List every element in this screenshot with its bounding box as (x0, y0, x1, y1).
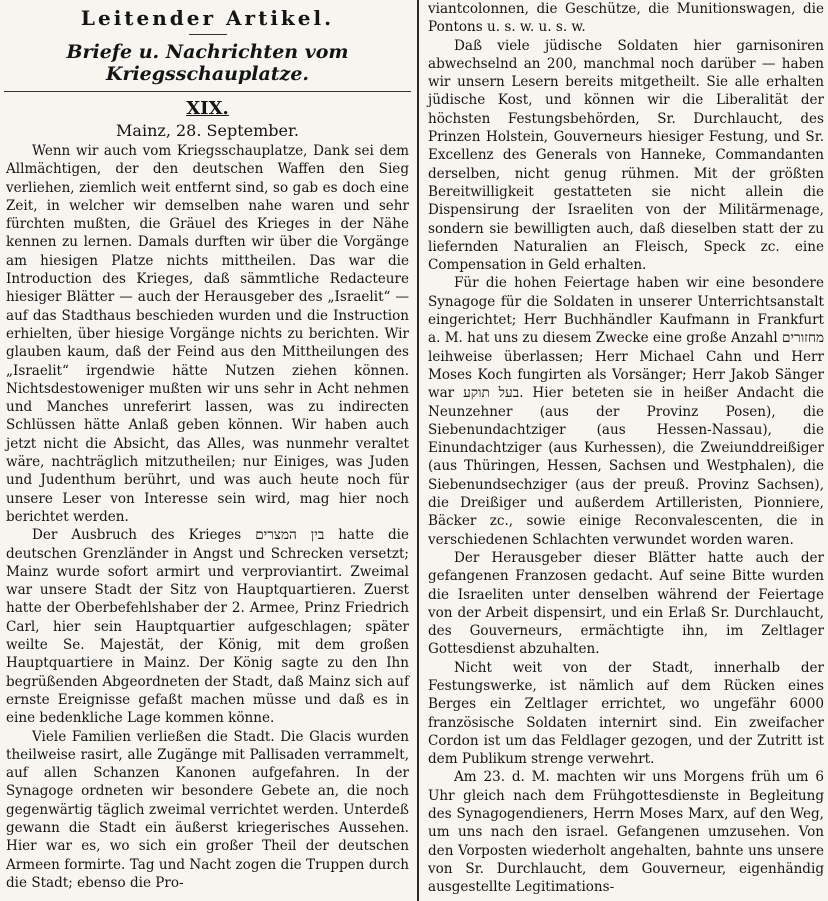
article-title: Briefe u. Nachrichten vom Kriegsschauplatze. (66, 41, 349, 85)
paragraph-continued: viantcolonnen, die Geschütze, die Munitionswagen, die Pontons u. s. w. u. s. w. (428, 1, 824, 36)
paragraph: Der Herausgeber dieser Blätter hatte auch der gefangenen Franzosen gedacht. Auf seine Bitte wurden die Israeliten unter denselben während der Feiertage von der Arbeit dispensirt, und ein Erlaß Sr. Durchlaucht, des Gouverneurs, ermächtigte ihn, im Zeltlager Gottesdienst abzuhalten. (428, 549, 824, 658)
paragraph: Am 23. d. M. machten wir uns Morgens früh um 6 Uhr gleich nach dem Frühgottesdienste in Begleitung des Synagogendieners, Herrn Moses Marx, auf den Weg, um uns nach den israel. Gefangenen umzusehen. Von den Vorposten wiederholt angehalten, bahnte uns unsere von Sr. Durchlaucht, dem Gouverneur, eigenhändig ausgestellte Legitimations- (428, 769, 824, 896)
paragraph: Nicht weit von der Stadt, innerhalb der Festungswerke, ist nämlich auf dem Rücken eines Berges ein Zeltlager errichtet, wo ungefähr 6000 französische Soldaten internirt sind. Ein zweifacher Cordon ist um das Feldlager gezogen, und der Zutritt ist dem Publikum strenge verwehrt. (428, 659, 824, 768)
paragraph: Der Ausbruch des Krieges בין המצרים hatte die deutschen Grenzländer in Angst und Schrecken versetzt; Mainz wurde sofort armirt und verproviantirt. Zweimal war unsere Stadt der Sitz von Hauptquartieren. Zuerst hatte der Oberbefehlshaber der 2. Armee, Prinz Friedrich Carl, hier sein Hauptquartier aufgeschlagen; später weilte Se. Majestät, der König, mit dem großen Hauptquartiere in Mainz. Der König sagte zu den Ihn begrüßenden Abgeordneten der Stadt, daß Mainz sich auf ernste Ereignisse gefaßt machen müsse und daß es in eine bedenkliche Lage kommen könne. (6, 527, 410, 727)
paragraph: Wenn wir auch vom Kriegsschauplatze, Dank sei dem Allmächtigen, der den deutschen Waffen den Sieg verliehen, ziemlich weit entfernt sind, so gab es doch eine Zeit, in welcher wir demselben nahe waren und sehr fürchten mußten, die Gräuel des Krieges in der Nähe kennen zu lernen. Damals durften wir über die Vorgänge am hiesigen Platze nichts mittheilen. Das war die Introduction des Krieges, daß sämmtliche Redacteure hiesiger Blätter — auch der Herausgeber des „Israelit“ — auf das Stadthaus beschieden wurden und die Instruction erhielten, über hiesige Vorgänge nichts zu berichten. Wir glauben kaum, daß der Feind aus den Mittheilungen des „Israelit“ irgendwie hätte Nutzen ziehen können. Nichtsdestoweniger mußten wir uns sehr in Acht nehmen und Manches unreferirt lassen, was zu indirecten Schlüssen hätte Anlaß geben können. Wir haben auch jetzt nicht die Absicht, das Alles, was nunmehr veraltet wäre, nachträglich mitzutheilen; nur Einiges, was Juden und Judenthum berührt, und was auch heute noch für unsere Leser von Interesse sein wird, mag hier noch berichtet werden. (6, 143, 409, 525)
title-divider (4, 91, 411, 92)
section-heading: Leitender Artikel. (80, 6, 335, 30)
left-column (0, 0, 415, 892)
paragraph: Für die hohen Feiertage haben wir eine besondere Synagoge für die Soldaten in unserer Unterrichtsanstalt eingerichtet; Herr Buchhändler Kaufmann in Frankfurt a. M. hat uns zu diesem Zwecke eine große Anzahl מחזורים leihweise überlassen; Herr Michael Cahn und Herr Moses Koch fungirten als Vorsänger; Herr Jakob Sänger war בעל תוקע. Hier beteten sie in heißer Andacht die Neunzehner (aus der Provinz Posen), die Siebenundachtziger (aus Hessen-Nassau), die Einundachtziger (aus Kurhessen), die Zweiunddreißiger (aus Thüringen, Hessen, Sachsen und Westphalen), die Siebenundsechziger (aus der preuß. Provinz Sachsen), die Dreißiger und außerdem Artilleristen, Pionniere, Bäcker zc., sowie einige Reconvalescenten, die in verschiedenen Schlachten verwundet worden waren. (428, 275, 824, 548)
right-column (422, 0, 828, 897)
article-number: XIX. (186, 98, 229, 119)
paragraph: Viele Familien verließen die Stadt. Die Glacis wurden theilweise rasirt, alle Zugänge mit Pallisaden verrammelt, auf allen Schanzen Kanonen aufgefahren. In der Synagoge ordneten wir besondere Gebete an, die noch gegenwärtig täglich zweimal verrichtet werden. Unterdeß gewann die Stadt ein äußerst kriegerisches Aussehen. Hier war es, wo sich ein großer Theil der deutschen Armeen formirte. Tag und Nacht zogen die Truppen durch die Stadt; ebenso die Pro- (6, 728, 409, 891)
heading-divider (189, 34, 227, 35)
paragraph: Daß viele jüdische Soldaten hier garnisoniren abwechselnd an 200, manchmal noch darüber — haben wir unsern Lesern bereits mitgetheilt. Sie alle erhalten jüdische Kost, und können wir die Liberalität der höchsten Festungsbehörden, Sr. Durchlaucht, des Prinzen Holstein, Gouverneurs hiesiger Festung, und Sr. Excellenz des Generals von Hanneke, Commandanten derselben, nicht genug rühmen. Mit der größten Bereitwilligkeit gestatteten sie nicht allein die Dispensirung der Israeliten von der Militärmenage, sondern sie bewilligten auch, daß dieselben statt der zu liefernden Naturalien an Fleisch, Speck zc. eine Compensation in Geld erhalten. (428, 37, 824, 274)
dateline: Mainz, 28. September. (116, 121, 299, 140)
column-divider (417, 0, 419, 901)
